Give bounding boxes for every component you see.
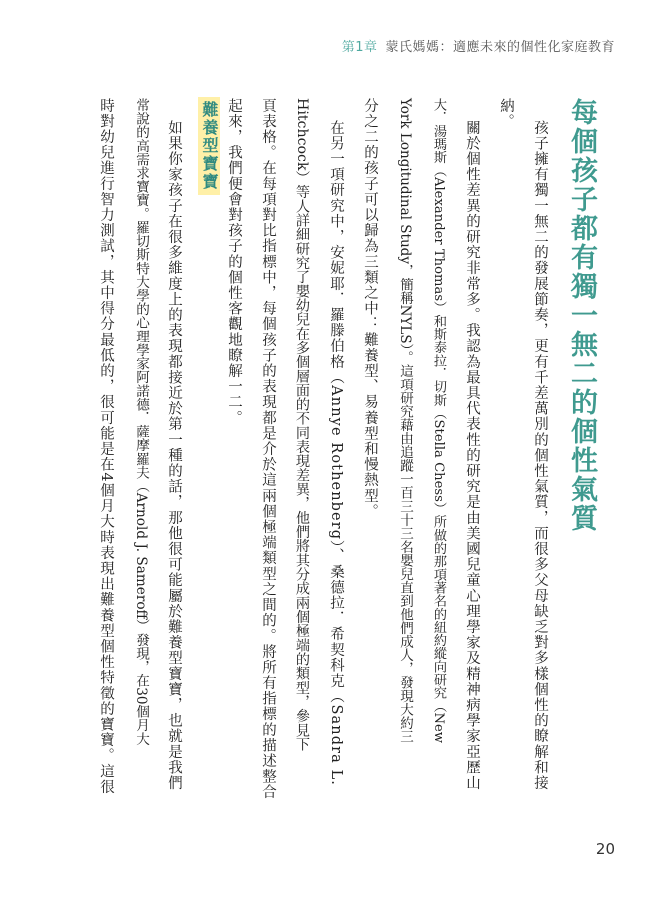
paragraph-line-11: 如果你家孩子在很多維度上的表現都接近於第一種的話，那他很可能屬於難養型寶寶，也就是我們 [166, 120, 182, 791]
page-number: 20 [595, 840, 615, 858]
paragraph-line-4: 大．湯瑪斯（Alexander Thomas）和斯泰拉．切斯（Stella Chess）所做的那項著名的紐約縱向研究（New [431, 98, 446, 744]
paragraph-line-8: Hitchcock）等人詳細研究了嬰幼兒在多個層面的不同表現差異，他們將其分成兩個極端的類型，參見下 [294, 98, 310, 752]
chapter-label: 第1章 [341, 40, 378, 55]
paragraph-line-6: 分之二的孩子可以歸為三類之中：難養型、易養型和慢熱型。 [362, 98, 378, 520]
paragraph-line-10: 起來，我們便會對孩子的個性客觀地瞭解一二。 [226, 98, 242, 426]
paragraph-line-5: York Longitudinal Study，簡稱NYLS）。這項研究藉由追蹤一百三十三名嬰兒直到他們成人，發現大約三 [397, 98, 413, 744]
book-title: 蒙氏媽媽：適應未來的個性化家庭教育 [385, 40, 615, 55]
paragraph-line-9: 頁表格。在每項對比指標中，每個孩子的表現都是介於這兩個極端類型之間的。將所有指標的描述整合 [260, 98, 276, 800]
paragraph-line-7: 在另一項研究中，安妮耶．羅滕伯格（Annye Rothenberg）、桑德拉．希契科克（Sandra L. [328, 120, 344, 787]
subheading-difficult-baby: 難養型寶寶 [198, 97, 220, 195]
paragraph-line-12: 常說的高需求寶寶。羅切斯特大學的心理學家阿諾德．薩摩羅夫（Arnold J. Sameroff）發現，在30個月大 [133, 98, 149, 746]
running-head [342, 36, 615, 55]
paragraph-line-2: 納。 [498, 98, 514, 130]
paragraph-line-1: 孩子擁有獨一無二的發展節奏，更有千差萬別的個性氣質，而很多父母缺乏對多樣個性的瞭解和接 [532, 120, 548, 791]
paragraph-line-13: 時對幼兒進行智力測試，其中得分最低的，很可能是在4個月大時表現出難養型個性特徵的寶寶。這很 [98, 98, 114, 795]
section-title: 每個孩子都有獨一無二的個性氣質 [566, 98, 597, 533]
paragraph-line-3: 關於個性差異的研究非常多。我認為最具代表性的研究是由美國兒童心理學家及精神病學家亞歷山 [464, 120, 480, 791]
